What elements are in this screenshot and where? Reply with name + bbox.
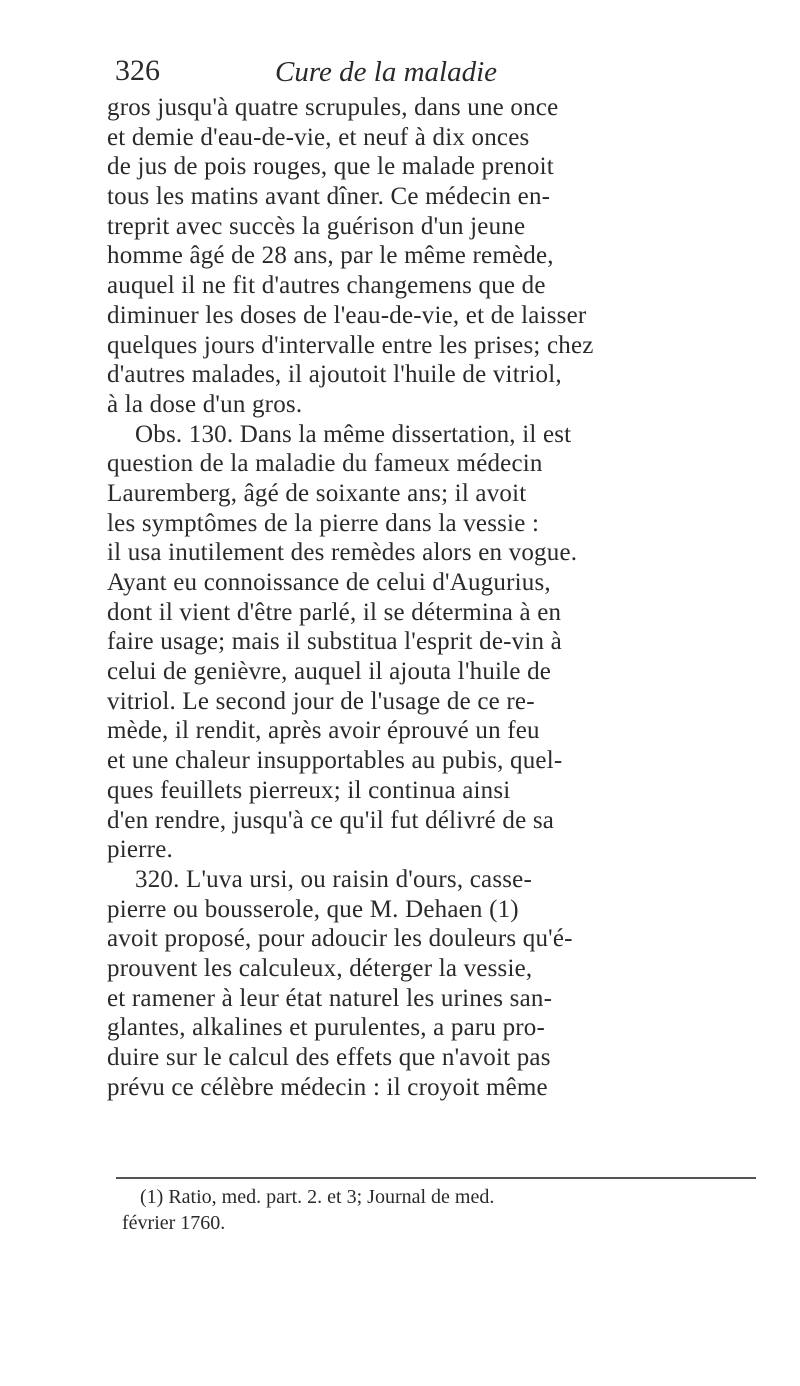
text-line: de jus de pois rouges, que le malade prenoit <box>107 153 554 181</box>
page-header <box>115 52 715 92</box>
body-text <box>107 93 757 1102</box>
text-line: question de la maladie du fameux médecin <box>107 450 543 478</box>
text-line: mède, il rendit, après avoir éprouvé un feu <box>107 717 540 745</box>
text-line: Lauremberg, âgé de soixante ans; il avoit <box>107 479 527 507</box>
text-line: d'autres malades, il ajoutoit l'huile de vitriol, <box>107 361 562 389</box>
text-line: d'en rendre, jusqu'à ce qu'il fut délivré de sa <box>107 806 555 834</box>
page-number: 326 <box>115 54 160 87</box>
text-line: prouvent les calculeux, déterger la vessie, <box>107 954 533 982</box>
running-head: Cure de la maladie <box>275 56 498 88</box>
footnote-line: (1) Ratio, med. part. 2. et 3; Journal de med. <box>140 1186 495 1208</box>
text-line: gros jusqu'à quatre scrupules, dans une once <box>107 94 559 121</box>
text-line: homme âgé de 28 ans, par le même remède, <box>107 242 554 270</box>
text-line: et une chaleur insupportables au pubis, quel- <box>107 747 563 775</box>
observation-heading-line: Obs. 130. Dans la même dissertation, il est <box>135 420 572 448</box>
text-line: dont il vient d'être parlé, il se détermina à en <box>107 598 562 626</box>
text-line: il usa inutilement des remèdes alors en vogue. <box>107 539 578 567</box>
text-line: quelques jours d'intervalle entre les prises; chez <box>107 331 594 359</box>
text-line: auquel il ne fit d'autres changemens que de <box>107 272 546 300</box>
section-heading-line: 320. L'uva ursi, ou raisin d'ours, casse- <box>135 865 532 893</box>
text-line: faire usage; mais il substitua l'esprit de-vin à <box>107 628 562 656</box>
text-line: pierre ou bousserole, que M. Dehaen (1) <box>107 895 519 923</box>
text-line: ques feuillets pierreux; il continua ainsi <box>107 776 511 804</box>
text-line: diminuer les doses de l'eau-de-vie, et de laisser <box>107 301 587 329</box>
text-line: treprit avec succès la guérison d'un jeune <box>107 212 526 240</box>
text-line: à la dose d'un gros. <box>107 390 303 418</box>
text-line: glantes, alkalines et purulentes, a paru pro- <box>107 1014 546 1042</box>
text-line: duire sur le calcul des effets que n'avoit pas <box>107 1044 551 1071</box>
footnote <box>122 1184 762 1236</box>
text-line: et ramener à leur état naturel les urines san- <box>107 984 553 1012</box>
text-line: tous les matins avant dîner. Ce médecin en- <box>107 183 551 211</box>
text-line: prévu ce célèbre médecin : il croyoit même <box>107 1073 548 1101</box>
text-line: et demie d'eau-de-vie, et neuf à dix onces <box>107 123 530 151</box>
text-line: avoit proposé, pour adoucir les douleurs qu'é- <box>107 925 573 953</box>
text-line: pierre. <box>107 836 173 864</box>
footnote-divider <box>116 1177 756 1179</box>
text-line: Ayant eu connoissance de celui d'Augurius, <box>107 569 551 596</box>
text-line: celui de genièvre, auquel il ajouta l'huile de <box>107 658 552 686</box>
text-line: vitriol. Le second jour de l'usage de ce re- <box>107 687 535 715</box>
footnote-line: février 1760. <box>122 1212 226 1234</box>
text-line: les symptômes de la pierre dans la vessie : <box>107 509 540 537</box>
